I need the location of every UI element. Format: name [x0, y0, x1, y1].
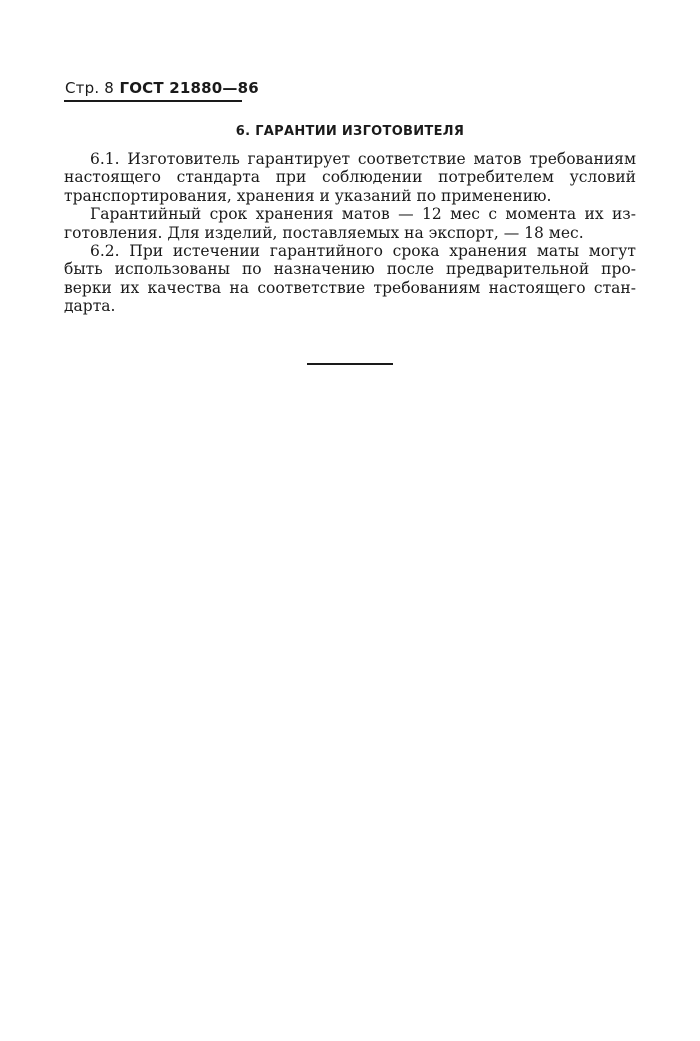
text-line: верки их качества на соответствие требованиям настоящего стан- [64, 278, 636, 297]
text-line: Гарантийный срок хранения матов — 12 мес с момента их из- [90, 205, 636, 224]
header-rule [64, 100, 242, 102]
text-line: 6.2. При истечении гарантийного срока хранения маты могут [90, 242, 636, 261]
section-title: 6. ГАРАНТИИ ИЗГОТОВИТЕЛЯ [235, 124, 465, 139]
section-end-rule [307, 363, 393, 365]
running-header [65, 79, 259, 97]
paragraph-6-2 [64, 242, 636, 316]
text-line: настоящего стандарта при соблюдении потребителем условий [64, 168, 636, 187]
text-line: 6.1. Изготовитель гарантирует соответствие матов требованиям [90, 150, 636, 168]
text-line: транспортирования, хранения и указаний по применению. [64, 186, 552, 205]
paragraph-warranty-period [64, 205, 636, 242]
text-line: готовления. Для изделий, поставляемых на экспорт, — 18 мес. [64, 223, 584, 242]
paragraph-6-1 [64, 150, 636, 205]
text-line: дарта. [64, 297, 116, 316]
standard-designation: ГОСТ 21880—86 [119, 79, 259, 97]
page-number: Стр. 8 [65, 79, 115, 97]
text-line: быть использованы по назначению после предварительной про- [64, 260, 636, 279]
section-body [64, 150, 636, 316]
